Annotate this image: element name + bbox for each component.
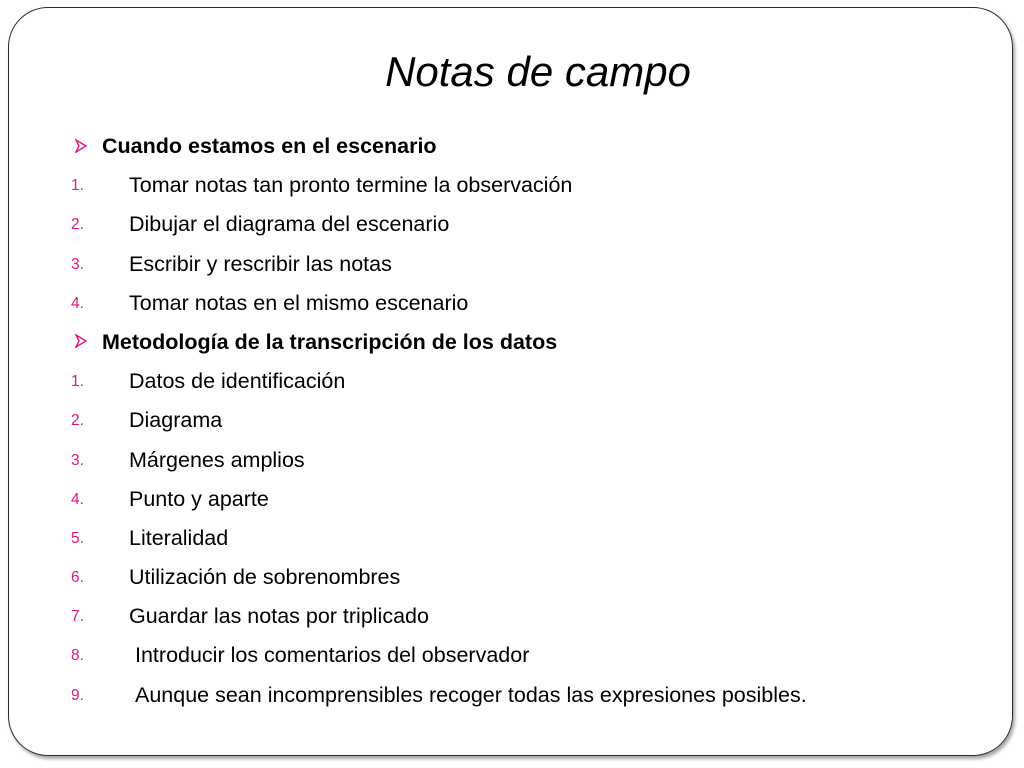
- list-item-number: 9.: [71, 686, 84, 704]
- list-item-text: Escribir y rescribir las notas: [129, 251, 392, 276]
- list-item-text: Diagrama: [129, 408, 223, 433]
- list-item-text: Tomar notas tan pronto termine la observación: [129, 173, 573, 198]
- list-item-number: 2.: [71, 412, 84, 430]
- list-item-text: Aunque sean incomprensibles recoger todas las expresiones posibles.: [135, 682, 807, 707]
- list-item: [70, 441, 1000, 480]
- list-item-number: 1.: [71, 373, 84, 391]
- list-item-number: 3.: [71, 255, 84, 273]
- list-item: [70, 284, 1000, 323]
- list-item-text: Literalidad: [129, 525, 229, 550]
- list-item: [70, 166, 1000, 205]
- list-item-number: 8.: [71, 647, 84, 665]
- section-heading: [70, 127, 1000, 166]
- arrowhead-bullet-icon: [74, 323, 88, 362]
- section-heading-text: Cuando estamos en el escenario: [102, 134, 437, 158]
- list-item-text: Tomar notas en el mismo escenario: [129, 290, 469, 315]
- list-item-number: 2.: [71, 216, 84, 234]
- slide-title: Notas de campo: [385, 48, 691, 95]
- slide-content: [70, 127, 1000, 715]
- list-item-number: 4.: [71, 490, 84, 508]
- list-item-text: Introducir los comentarios del observador: [135, 643, 530, 668]
- list-item-number: 6.: [71, 569, 84, 587]
- list-item-number: 3.: [71, 451, 84, 469]
- list-item-number: 7.: [71, 608, 84, 626]
- list-item: [70, 401, 1000, 440]
- list-item: [70, 636, 1000, 675]
- list-item: [70, 558, 1000, 597]
- list-item-text: Utilización de sobrenombres: [129, 565, 401, 590]
- list-item: [70, 362, 1000, 401]
- section-heading: [70, 323, 1000, 362]
- list-item-text: Dibujar el diagrama del escenario: [129, 212, 450, 237]
- list-item-number: 1.: [71, 177, 84, 195]
- list-item: [70, 519, 1000, 558]
- list-item-text: Guardar las notas por triplicado: [129, 604, 429, 629]
- list-item: [70, 245, 1000, 284]
- list-item-text: Datos de identificación: [129, 369, 346, 394]
- arrowhead-bullet-icon: [74, 127, 88, 166]
- list-item: [70, 597, 1000, 636]
- list-item-text: Márgenes amplios: [129, 447, 305, 472]
- list-item-number: 4.: [71, 294, 84, 312]
- list-item-number: 5.: [71, 529, 84, 547]
- section-heading-text: Metodología de la transcripción de los datos: [102, 329, 558, 354]
- list-item-text: Punto y aparte: [129, 486, 269, 511]
- list-item: [70, 676, 1000, 715]
- list-item: [70, 480, 1000, 519]
- list-item: [70, 205, 1000, 244]
